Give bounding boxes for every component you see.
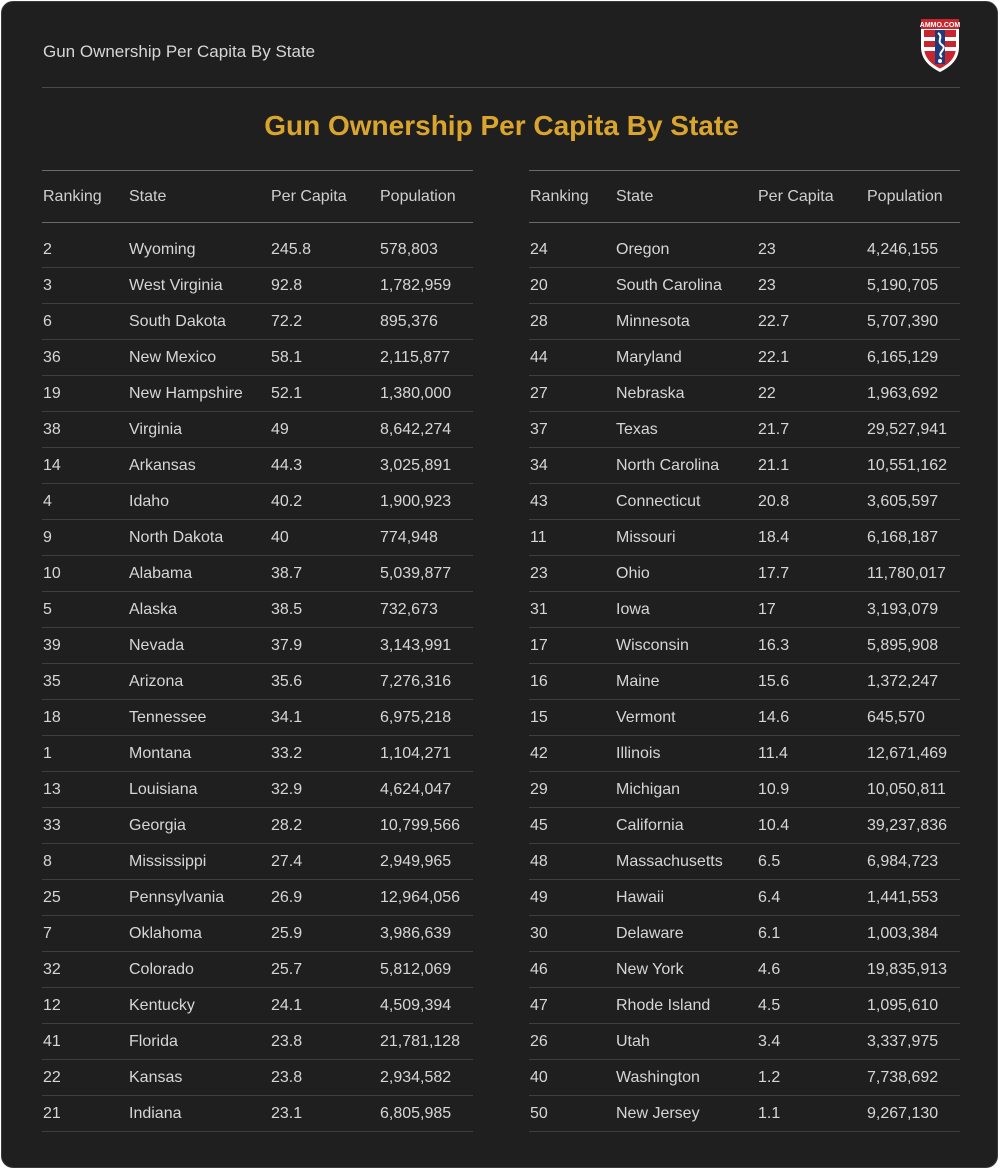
table-row — [529, 808, 960, 844]
cell-ranking: 3 — [43, 276, 52, 294]
cell-per-capita: 22.1 — [758, 348, 790, 366]
column-header-population: Population — [380, 187, 456, 205]
cell-population: 645,570 — [867, 708, 925, 726]
cell-population: 1,372,247 — [867, 672, 939, 690]
cell-ranking: 31 — [530, 600, 548, 618]
cell-population: 5,812,069 — [380, 960, 452, 978]
cell-per-capita: 17 — [758, 600, 776, 618]
cell-per-capita: 20.8 — [758, 492, 790, 510]
cell-state: Maine — [616, 672, 660, 690]
cell-state: Georgia — [129, 816, 186, 834]
cell-population: 3,143,991 — [380, 636, 452, 654]
cell-state: Ohio — [616, 564, 650, 582]
table-row — [529, 520, 960, 556]
table-row — [529, 1060, 960, 1096]
cell-population: 3,605,597 — [867, 492, 939, 510]
table-header — [529, 171, 960, 223]
cell-state: Utah — [616, 1032, 650, 1050]
cell-state: Nevada — [129, 636, 185, 654]
table-row — [42, 484, 473, 520]
cell-state: South Carolina — [616, 276, 722, 294]
column-header-per-capita: Per Capita — [271, 187, 347, 205]
cell-ranking: 38 — [43, 420, 61, 438]
cell-per-capita: 23 — [758, 240, 776, 258]
cell-population: 21,781,128 — [380, 1032, 461, 1050]
cell-per-capita: 40 — [271, 528, 289, 546]
table-row — [42, 232, 473, 268]
cell-per-capita: 24.1 — [271, 996, 303, 1014]
table-row — [42, 772, 473, 808]
cell-state: Delaware — [616, 924, 684, 942]
cell-ranking: 21 — [43, 1104, 61, 1122]
main-title: Gun Ownership Per Capita By State — [264, 110, 739, 141]
cell-state: Pennsylvania — [129, 888, 225, 906]
cell-state: Idaho — [129, 492, 170, 510]
cell-ranking: 9 — [43, 528, 52, 546]
cell-per-capita: 92.8 — [271, 276, 303, 294]
cell-ranking: 48 — [530, 852, 548, 870]
cell-state: North Carolina — [616, 456, 720, 474]
cell-per-capita: 14.6 — [758, 708, 790, 726]
cell-population: 3,193,079 — [867, 600, 939, 618]
table-row — [42, 664, 473, 700]
cell-population: 5,039,877 — [380, 564, 452, 582]
cell-population: 10,799,566 — [380, 816, 461, 834]
cell-population: 6,984,723 — [867, 852, 939, 870]
table-row — [529, 664, 960, 700]
cell-per-capita: 22 — [758, 384, 776, 402]
cell-per-capita: 22.7 — [758, 312, 790, 330]
table-row — [42, 304, 473, 340]
table-row — [529, 232, 960, 268]
table-row — [529, 1096, 960, 1132]
table-row — [529, 412, 960, 448]
cell-population: 1,782,959 — [380, 276, 452, 294]
cell-state: New Mexico — [129, 348, 217, 366]
table-row — [42, 952, 473, 988]
table-row — [42, 736, 473, 772]
cell-state: Oklahoma — [129, 924, 202, 942]
cell-ranking: 1 — [43, 744, 52, 762]
table-row — [42, 1024, 473, 1060]
cell-per-capita: 17.7 — [758, 564, 790, 582]
cell-per-capita: 3.4 — [758, 1032, 781, 1050]
cell-population: 10,551,162 — [867, 456, 948, 474]
cell-population: 39,237,836 — [867, 816, 948, 834]
cell-state: Indiana — [129, 1104, 182, 1122]
cell-state: Missouri — [616, 528, 676, 546]
infographic-card — [1, 1, 998, 1168]
cell-ranking: 45 — [530, 816, 548, 834]
cell-state: South Dakota — [129, 312, 226, 330]
cell-state: Michigan — [616, 780, 681, 798]
table-row — [529, 988, 960, 1024]
cell-state: Nebraska — [616, 384, 685, 402]
cell-ranking: 43 — [530, 492, 548, 510]
cell-population: 1,441,553 — [867, 888, 939, 906]
cell-ranking: 15 — [530, 708, 548, 726]
cell-state: Connecticut — [616, 492, 701, 510]
cell-ranking: 39 — [43, 636, 61, 654]
cell-ranking: 28 — [530, 312, 548, 330]
cell-state: Mississippi — [129, 852, 207, 870]
cell-ranking: 44 — [530, 348, 548, 366]
table-body — [42, 223, 473, 1132]
cell-population: 3,337,975 — [867, 1032, 939, 1050]
cell-per-capita: 6.1 — [758, 924, 781, 942]
table-row — [42, 916, 473, 952]
cell-population: 3,025,891 — [380, 456, 452, 474]
cell-population: 10,050,811 — [867, 780, 946, 798]
table-row — [529, 628, 960, 664]
cell-ranking: 19 — [43, 384, 61, 402]
cell-per-capita: 23.8 — [271, 1068, 303, 1086]
cell-state: New Hampshire — [129, 384, 243, 402]
cell-ranking: 18 — [43, 708, 61, 726]
cell-state: Oregon — [616, 240, 670, 258]
cell-state: Florida — [129, 1032, 178, 1050]
table-row — [42, 556, 473, 592]
cell-per-capita: 40.2 — [271, 492, 303, 510]
cell-per-capita: 23 — [758, 276, 776, 294]
cell-per-capita: 1.1 — [758, 1104, 781, 1122]
cell-per-capita: 49 — [271, 420, 289, 438]
cell-ranking: 32 — [43, 960, 61, 978]
column-header-ranking: Ranking — [43, 187, 102, 205]
cell-per-capita: 58.1 — [271, 348, 303, 366]
cell-ranking: 8 — [43, 852, 52, 870]
cell-per-capita: 23.1 — [271, 1104, 303, 1122]
cell-state: West Virginia — [129, 276, 223, 294]
cell-ranking: 37 — [530, 420, 548, 438]
cell-per-capita: 15.6 — [758, 672, 790, 690]
cell-state: Kansas — [129, 1068, 183, 1086]
cell-per-capita: 44.3 — [271, 456, 303, 474]
table-row — [42, 592, 473, 628]
cell-per-capita: 16.3 — [758, 636, 790, 654]
table-row — [529, 556, 960, 592]
cell-population: 774,948 — [380, 528, 438, 546]
table-row — [529, 268, 960, 304]
cell-state: Alabama — [129, 564, 193, 582]
table-row — [42, 628, 473, 664]
table-row — [529, 700, 960, 736]
table-row — [42, 880, 473, 916]
table-row — [529, 952, 960, 988]
cell-population: 1,900,923 — [380, 492, 452, 510]
table-row — [529, 736, 960, 772]
cell-ranking: 14 — [43, 456, 61, 474]
table-row — [529, 592, 960, 628]
cell-per-capita: 6.5 — [758, 852, 781, 870]
cell-ranking: 42 — [530, 744, 548, 762]
cell-population: 578,803 — [380, 240, 438, 258]
cell-state: Illinois — [616, 744, 661, 762]
table-row — [529, 304, 960, 340]
cell-ranking: 11 — [530, 528, 547, 546]
cell-population: 4,246,155 — [867, 240, 939, 258]
cell-state: Wisconsin — [616, 636, 689, 654]
cell-ranking: 2 — [43, 240, 52, 258]
cell-per-capita: 245.8 — [271, 240, 312, 258]
cell-population: 1,003,384 — [867, 924, 939, 942]
table-row — [42, 448, 473, 484]
cell-per-capita: 6.4 — [758, 888, 781, 906]
cell-population: 9,267,130 — [867, 1104, 939, 1122]
cell-population: 732,673 — [380, 600, 438, 618]
cell-per-capita: 4.5 — [758, 996, 781, 1014]
cell-ranking: 40 — [530, 1068, 548, 1086]
cell-population: 6,975,218 — [380, 708, 452, 726]
table-row — [42, 808, 473, 844]
table-row — [529, 772, 960, 808]
cell-population: 1,380,000 — [380, 384, 452, 402]
cell-population: 29,527,941 — [867, 420, 948, 438]
cell-state: Virginia — [129, 420, 183, 438]
cell-population: 2,934,582 — [380, 1068, 452, 1086]
cell-population: 3,986,639 — [380, 924, 452, 942]
cell-ranking: 17 — [530, 636, 548, 654]
table-row — [42, 412, 473, 448]
cell-ranking: 34 — [530, 456, 548, 474]
cell-per-capita: 11.4 — [758, 744, 788, 762]
cell-ranking: 23 — [530, 564, 548, 582]
column-header-state: State — [616, 187, 654, 205]
cell-per-capita: 33.2 — [271, 744, 303, 762]
cell-state: Maryland — [616, 348, 682, 366]
cell-per-capita: 35.6 — [271, 672, 303, 690]
cell-population: 11,780,017 — [867, 564, 946, 582]
cell-population: 6,168,187 — [867, 528, 939, 546]
cell-state: Wyoming — [129, 240, 196, 258]
cell-ranking: 22 — [43, 1068, 61, 1086]
cell-state: Minnesota — [616, 312, 690, 330]
cell-per-capita: 10.9 — [758, 780, 790, 798]
cell-ranking: 6 — [43, 312, 52, 330]
cell-per-capita: 52.1 — [271, 384, 303, 402]
table-row — [42, 376, 473, 412]
cell-population: 1,963,692 — [867, 384, 939, 402]
table-row — [42, 268, 473, 304]
cell-state: New Jersey — [616, 1104, 700, 1122]
cell-state: New York — [616, 960, 684, 978]
table-header — [42, 171, 473, 223]
cell-ranking: 30 — [530, 924, 548, 942]
cell-per-capita: 25.7 — [271, 960, 303, 978]
cell-per-capita: 37.9 — [271, 636, 303, 654]
cell-ranking: 29 — [530, 780, 548, 798]
cell-ranking: 25 — [43, 888, 61, 906]
cell-population: 4,624,047 — [380, 780, 452, 798]
cell-ranking: 12 — [43, 996, 61, 1014]
cell-population: 895,376 — [380, 312, 438, 330]
cell-per-capita: 1.2 — [758, 1068, 781, 1086]
cell-state: Texas — [616, 420, 658, 438]
column-header-state: State — [129, 187, 167, 205]
cell-population: 6,805,985 — [380, 1104, 452, 1122]
cell-state: Colorado — [129, 960, 194, 978]
cell-per-capita: 34.1 — [271, 708, 303, 726]
cell-ranking: 41 — [43, 1032, 61, 1050]
cell-per-capita: 10.4 — [758, 816, 790, 834]
cell-population: 7,738,692 — [867, 1068, 939, 1086]
column-header-population: Population — [867, 187, 943, 205]
table-row — [529, 880, 960, 916]
cell-ranking: 4 — [43, 492, 52, 510]
table-row — [42, 520, 473, 556]
ammo-com-logo-icon — [918, 17, 962, 73]
table-row — [42, 700, 473, 736]
cell-per-capita: 38.7 — [271, 564, 303, 582]
column-header-ranking: Ranking — [530, 187, 589, 205]
cell-population: 19,835,913 — [867, 960, 948, 978]
cell-state: Hawaii — [616, 888, 665, 906]
cell-per-capita: 4.6 — [758, 960, 781, 978]
cell-ranking: 49 — [530, 888, 548, 906]
cell-per-capita: 18.4 — [758, 528, 790, 546]
cell-state: Louisiana — [129, 780, 198, 798]
cell-state: Tennessee — [129, 708, 207, 726]
cell-population: 2,115,877 — [380, 348, 450, 366]
cell-ranking: 24 — [530, 240, 548, 258]
table-row — [529, 340, 960, 376]
cell-state: Kentucky — [129, 996, 195, 1014]
table-row — [529, 376, 960, 412]
cell-ranking: 33 — [43, 816, 61, 834]
cell-per-capita: 25.9 — [271, 924, 303, 942]
header-title: Gun Ownership Per Capita By State — [43, 42, 316, 61]
cell-population: 5,895,908 — [867, 636, 939, 654]
cell-ranking: 20 — [530, 276, 548, 294]
cell-population: 1,104,271 — [380, 744, 452, 762]
cell-per-capita: 23.8 — [271, 1032, 303, 1050]
cell-state: California — [616, 816, 684, 834]
column-header-per-capita: Per Capita — [758, 187, 834, 205]
cell-ranking: 16 — [530, 672, 548, 690]
header-divider — [42, 87, 960, 88]
table-row — [42, 988, 473, 1024]
cell-state: Arkansas — [129, 456, 196, 474]
cell-ranking: 27 — [530, 384, 548, 402]
table-row — [529, 1024, 960, 1060]
cell-ranking: 36 — [43, 348, 61, 366]
cell-ranking: 7 — [43, 924, 52, 942]
table-row — [42, 340, 473, 376]
table-row — [529, 844, 960, 880]
cell-ranking: 47 — [530, 996, 548, 1014]
cell-population: 7,276,316 — [380, 672, 452, 690]
cell-population: 12,964,056 — [380, 888, 461, 906]
cell-population: 6,165,129 — [867, 348, 939, 366]
cell-per-capita: 72.2 — [271, 312, 303, 330]
cell-per-capita: 38.5 — [271, 600, 303, 618]
table-row — [529, 448, 960, 484]
table-row — [42, 1096, 473, 1132]
cell-per-capita: 21.1 — [758, 456, 790, 474]
cell-state: Vermont — [616, 708, 676, 726]
ranking-table-right — [529, 170, 960, 1132]
cell-state: Rhode Island — [616, 996, 711, 1014]
table-row — [529, 916, 960, 952]
cell-ranking: 26 — [530, 1032, 548, 1050]
cell-population: 4,509,394 — [380, 996, 452, 1014]
table-row — [42, 1060, 473, 1096]
cell-state: Massachusetts — [616, 852, 723, 870]
cell-population: 5,190,705 — [867, 276, 939, 294]
cell-state: Iowa — [616, 600, 650, 618]
cell-state: Montana — [129, 744, 192, 762]
ranking-table-left — [42, 170, 473, 1132]
cell-per-capita: 26.9 — [271, 888, 303, 906]
logo-text: AMMO.COM — [919, 22, 961, 29]
cell-ranking: 50 — [530, 1104, 548, 1122]
table-body — [529, 223, 960, 1132]
cell-ranking: 35 — [43, 672, 61, 690]
cell-state: North Dakota — [129, 528, 224, 546]
cell-per-capita: 28.2 — [271, 816, 303, 834]
cell-state: Alaska — [129, 600, 178, 618]
cell-population: 2,949,965 — [380, 852, 452, 870]
cell-ranking: 5 — [43, 600, 52, 618]
cell-population: 8,642,274 — [380, 420, 452, 438]
cell-population: 12,671,469 — [867, 744, 948, 762]
cell-per-capita: 27.4 — [271, 852, 303, 870]
cell-ranking: 10 — [43, 564, 61, 582]
cell-state: Washington — [616, 1068, 700, 1086]
cell-population: 5,707,390 — [867, 312, 939, 330]
cell-population: 1,095,610 — [867, 996, 939, 1014]
table-row — [529, 484, 960, 520]
table-row — [42, 844, 473, 880]
cell-per-capita: 32.9 — [271, 780, 303, 798]
cell-state: Arizona — [129, 672, 184, 690]
cell-ranking: 46 — [530, 960, 548, 978]
cell-per-capita: 21.7 — [758, 420, 790, 438]
cell-ranking: 13 — [43, 780, 61, 798]
